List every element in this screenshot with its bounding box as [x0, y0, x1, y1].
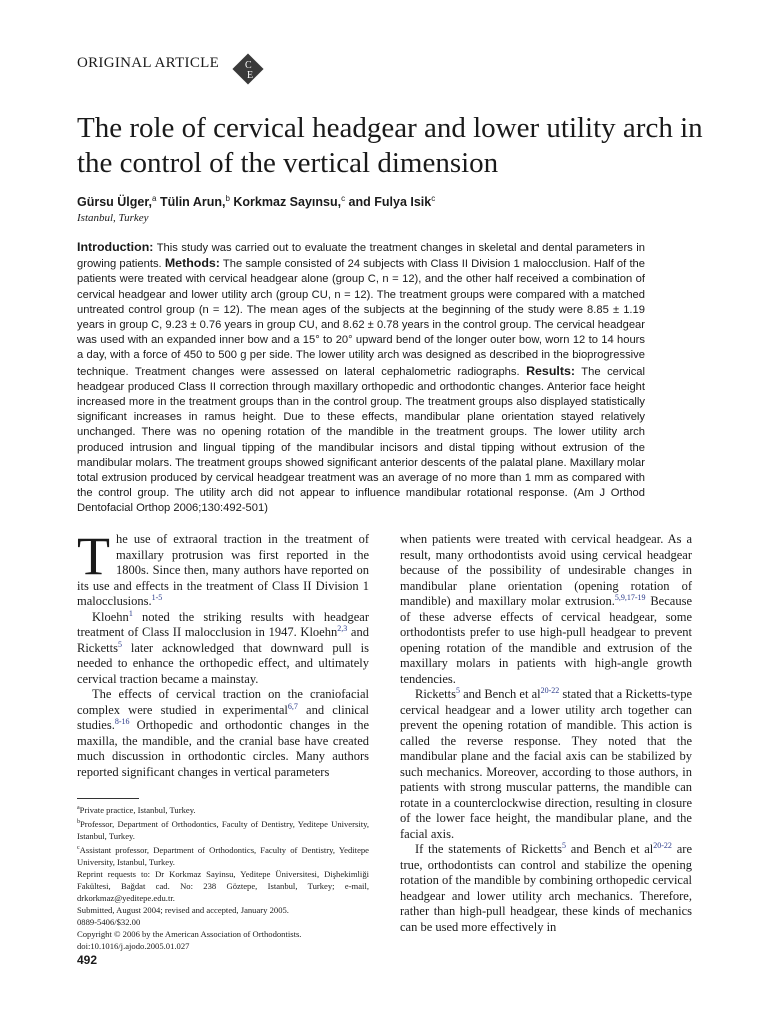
body-column-right [400, 532, 692, 935]
section-label: ORIGINAL ARTICLE [77, 55, 220, 71]
paragraph-text: If the statements of Ricketts [415, 842, 562, 856]
badge-letter-e: E [247, 70, 254, 81]
reference-link[interactable]: 1-5 [151, 592, 163, 602]
abstract [77, 240, 645, 517]
author-affiliation: a [152, 194, 157, 203]
footnote [77, 842, 369, 868]
doi[interactable]: doi:10.1016/j.ajodo.2005.01.027 [77, 940, 190, 951]
reference-link[interactable]: 20-22 [540, 685, 560, 695]
paragraph-text: stated that a Ricketts-type cervical headgear and a lower utility arch together can prevent the opening rotation of mandible. This action is called the reverse response. They noted that the mandibular plane and the facial axis can be stabilized by such mechanics. Moreover, according to those authors, in patients with strong muscular patterns, the mandible can rotate in a counterclockwise direction, resulting in closure of the lower face height, the mandibular plane, and the facial axis. [400, 687, 692, 841]
body-paragraph [77, 526, 369, 610]
footnote-text: Private practice, Istanbul, Turkey. [79, 804, 196, 815]
paragraph-text: and clinical studies. [77, 702, 369, 732]
abstract-results-text: The cervical headgear produced Class II correction through maxillary orthopedic and orthodontic changes. Anterior face height increased more in the treatment groups than in the control group. The treatment groups also displayed statistically significant increases in ramus height. Due to these effects, mandibular plane orientation stayed relatively unchanged. There was no opening rotation of the mandible in the treatment groups. The lower utility arch produced intrusion and lingual tipping of the mandibular incisors and distal tipping without extrusion of the mandibular molars. The treatment groups showed significant anterior descents of the palatal plane. Maxillary molar total extrusion produced by cervical headgear treatment was an average of no more than 1 mm as compared with the control group. The utility arch did not appear to influence mandibular rotational response. (Am J Orthod Dentofacial Orthop 2006;130:492-501) [77, 365, 645, 515]
paragraph-text: when patients were treated with cervical headgear. As a result, many orthodontists avoid using cervical headgear because of the possibility of undesirable changes in mandibular plane orientation (opening rotation of mandible) and maxillary molar extrusion. [400, 532, 692, 608]
paragraph-text: later acknowledged that downward pull is needed to enhance the orthopedic effect, and ultimately cervical traction became a mainstay. [77, 640, 369, 686]
body-paragraph [400, 687, 692, 842]
body-paragraph [400, 842, 692, 935]
abstract-results-label: Results: [526, 363, 575, 378]
paragraph-text: Because of these adverse effects of cervical headgear, some orthodontists prefer to use high-pull headgear to prevent opening rotation of the mandible and extrusion of the maxillary molars in patients with high-angle growth tendencies. [400, 594, 692, 686]
author-name: and Fulya Isik [345, 195, 432, 210]
page-number: 492 [77, 953, 98, 967]
paragraph-text: The effects of cervical traction on the craniofacial complex were studied in experimental [77, 687, 369, 717]
reference-link[interactable]: 5 [561, 840, 566, 850]
paragraph-text: Ricketts [415, 687, 456, 701]
footnote-marker: b [77, 818, 80, 825]
author-name: Korkmaz Sayınsu, [229, 195, 342, 210]
reference-link[interactable]: 8-16 [114, 716, 130, 726]
reprint-requests: Reprint requests to: Dr Korkmaz Sayinsu, Yeditepe Üniversitesi, Dişhekimliği Fakültesi, Bağdat cad. No: 238 Göztepe, Istanbul, Turkey; e-mail, drkorkmaz@yeditepe.edu.tr. [77, 868, 369, 903]
drop-cap: T [77, 526, 110, 586]
abstract-methods-label: Methods: [164, 256, 220, 271]
reference-link[interactable]: 1 [128, 608, 133, 618]
reference-link[interactable]: 20-22 [653, 840, 672, 850]
reference-link[interactable]: 5 [117, 639, 122, 649]
body-paragraph [400, 532, 692, 687]
paragraph-text: noted the striking results with headgear treatment of Class II malocclusion in 1947. Kloehn [77, 609, 369, 639]
reference-link[interactable]: 2,3 [337, 623, 348, 633]
reference-link[interactable]: 5,9,17-19 [614, 592, 646, 602]
footnote-text: Assistant professor, Department of Orthodontics, Faculty of Dentistry, Yeditepe University, Istanbul, Turkey. [77, 844, 369, 867]
body-paragraph [77, 610, 369, 688]
paragraph-text: Orthopedic and orthodontic changes in the maxilla, the mandible, and the cranial base have created much discussion in orthodontic circles. Many authors reported significant changes in vertical parameters [77, 718, 369, 779]
submission-dates: Submitted, August 2004; revised and accepted, January 2005. [77, 904, 289, 915]
abstract-intro-label: Introduction: [77, 240, 154, 254]
footnote-text: Professor, Department of Orthodontics, Faculty of Dentistry, Yeditepe University, Istanbul, Turkey. [77, 818, 369, 841]
paragraph-text: and Bench et al [459, 687, 541, 701]
footnote [77, 816, 369, 842]
author-affiliation: c [341, 194, 346, 203]
badge-letter-c: C [245, 60, 252, 71]
author-affiliation: c [431, 194, 436, 203]
footnote-divider [77, 798, 139, 799]
footnote [77, 802, 369, 816]
ce-badge-icon [229, 50, 267, 88]
author-name: Tülin Arun, [156, 195, 226, 210]
price-code: 0889-5406/$32.00 [77, 916, 141, 927]
abstract-intro-text: This study was carried out to evaluate the treatment changes in skeletal and dental parameters in growing patients. [77, 242, 645, 271]
copyright: Copyright © 2006 by the American Association of Orthodontists. [77, 928, 302, 939]
paragraph-text: and Ricketts [77, 625, 369, 655]
paragraph-text: Kloehn [92, 609, 129, 624]
article-title: The role of cervical headgear and lower utility arch in the control of the vertical dimension [77, 112, 703, 179]
footnote-marker: c [77, 844, 80, 851]
reference-link[interactable]: 6,7 [287, 701, 298, 711]
author-location: Istanbul, Turkey [77, 212, 149, 224]
paragraph-text: he use of extraoral traction in the treatment of maxillary protrusion was first reported in the 1800s. Since then, many authors have reported on its use and effects in the treatment of Class II Division 1 malocclusions. [77, 532, 369, 608]
reference-link[interactable]: 5 [455, 685, 460, 695]
author-list [77, 194, 435, 209]
author-affiliation: b [225, 194, 230, 203]
body-paragraph [77, 687, 369, 780]
body-column-left [77, 526, 369, 780]
abstract-methods-text: The sample consisted of 24 subjects with Class II Division 1 malocclusion. Half of the patients were treated with cervical headgear alone (group C, n = 12), and the other half received a combination of cervical headgear and lower utility arch (group CU, n = 12). The treatment groups were compared with a matched untreated control group (n = 12). The mean ages of the subjects at the beginning of the study were 8.85 ± 1.19 years in group C, 9.23 ± 0.76 years in group CU, and 8.62 ± 0.78 years in the control group. The cervical headgear was used with an expanded inner bow and a 15° to 20° upward bend of the longer outer bow, worn 12 to 14 hours a day, with a force of 450 to 500 g per side. The lower utility arch was designed as described in the bioprogressive technique. Treatment changes were assessed on lateral cephalometric radiographs. [77, 258, 646, 378]
paragraph-text: and Bench et al [565, 842, 654, 856]
author-name: Gürsu Ülger, [77, 195, 153, 210]
footnote-marker: a [77, 805, 80, 811]
paragraph-text: are true, orthodontists can control and stabilize the opening rotation of the mandible by combining orthopedic cervical headgear and lower utility arch mechanics. Therefore, rather than high-pull headgear, these kinds of mechanics can be used more effectively in [400, 842, 692, 934]
footnotes [77, 802, 369, 952]
